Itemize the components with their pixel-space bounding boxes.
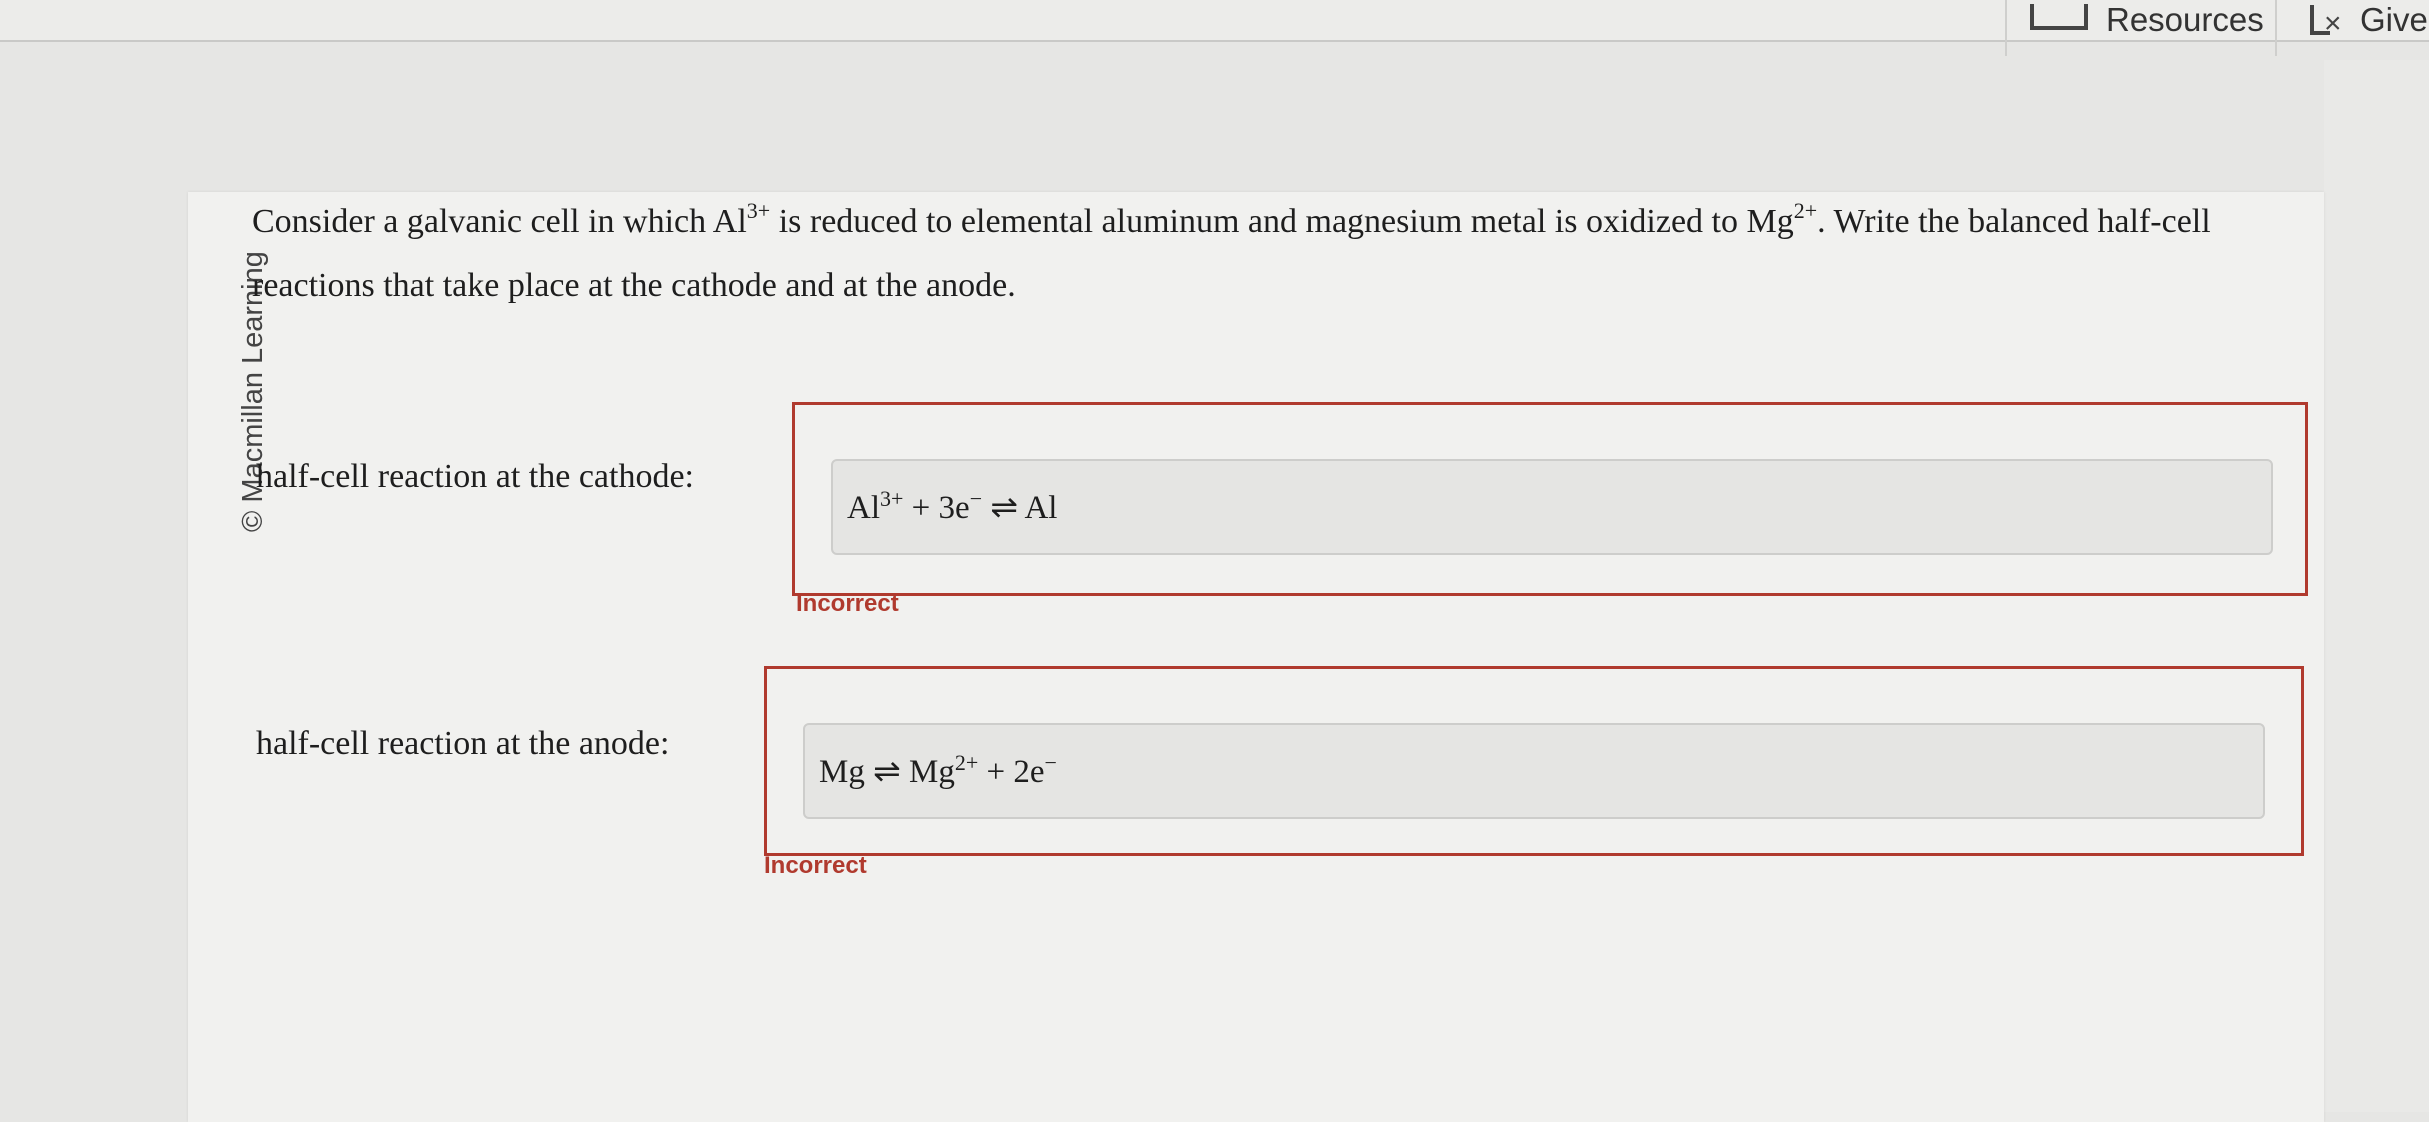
question-card xyxy=(188,192,2324,1122)
resources-icon xyxy=(2030,4,2088,30)
cathode-answer-box xyxy=(792,402,2308,596)
give-up-button[interactable] xyxy=(2310,0,2428,40)
right-margin xyxy=(2324,60,2429,1112)
anode-equation: Mg ⇌ $Mg^{2+} + 2e^-$ xyxy=(819,750,1057,790)
anode-answer-box xyxy=(764,666,2304,856)
toolbar-divider xyxy=(2275,0,2277,56)
give-up-label: Give xyxy=(2360,1,2428,38)
anode-label: half-cell reaction at the anode: xyxy=(256,725,670,762)
cathode-feedback: Incorrect xyxy=(796,590,899,617)
resources-button[interactable] xyxy=(2030,0,2264,40)
resources-label: Resources xyxy=(2106,1,2264,38)
cathode-label: half-cell reaction at the cathode: xyxy=(256,458,694,495)
give-up-icon: × xyxy=(2310,5,2344,35)
anode-feedback: Incorrect xyxy=(764,852,867,879)
copyright-notice: © Macmillan Learning xyxy=(237,251,269,532)
cathode-equation: $Al^{3+} + 3e^-$ ⇌ Al xyxy=(847,486,1058,526)
cathode-answer-field[interactable] xyxy=(831,459,2273,555)
toolbar-divider xyxy=(2005,0,2007,56)
anode-answer-field[interactable] xyxy=(803,723,2265,819)
question-text: Consider a galvanic cell in which $Al^{3+}$ is reduced to elemental aluminum and magnesium metal is oxidized to $Mg^{2+}$. Write the balanced half-cell reactions that take place at the cathode and at the anode. xyxy=(252,198,2211,304)
